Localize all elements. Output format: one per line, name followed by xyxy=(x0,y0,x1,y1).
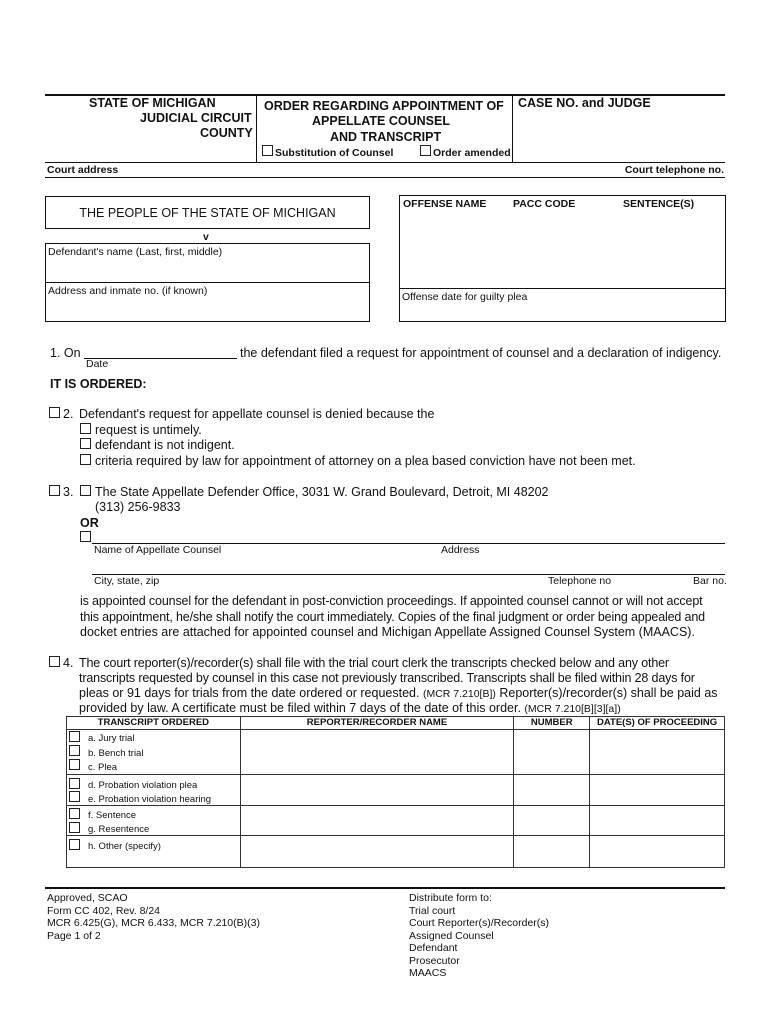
footer-form-number: Form CC 402, Rev. 8/24 xyxy=(47,904,161,917)
bench-trial-checkbox[interactable] xyxy=(69,745,80,756)
sado-checkbox[interactable] xyxy=(80,485,91,496)
counsel-name-label: Name of Appellate Counsel xyxy=(94,544,222,556)
item3-number: 3. xyxy=(63,485,74,499)
item4-line3 xyxy=(79,686,718,700)
pacc-code-header: PACC CODE xyxy=(513,198,576,210)
item4-mcr-ref1: (MCR 7.210[B]) xyxy=(422,688,496,700)
defendant-address-field[interactable] xyxy=(45,282,370,322)
item4-line4-text: provided by law. A certificate must be filed within 7 days of the date of this order. xyxy=(79,701,521,715)
offense-name-header: OFFENSE NAME xyxy=(403,198,487,210)
state-label: STATE OF MICHIGAN xyxy=(89,96,216,110)
defendant-name-field[interactable] xyxy=(45,243,370,283)
form-title-line3: AND TRANSCRIPT xyxy=(330,130,442,144)
substitution-label: Substitution of Counsel xyxy=(275,147,394,159)
item4-line3-text: pleas or 91 days for trials from the date ordered or requested. xyxy=(79,686,420,700)
transcript-ordered-header: TRANSCRIPT ORDERED xyxy=(67,717,241,730)
header-bottom-rule xyxy=(45,162,725,163)
versus-label: v xyxy=(203,231,209,243)
item3-para-line2: this appointment, he/she shall notify the court immediately. Copies of the final judgment or order being appealed and xyxy=(80,610,705,624)
offense-date-label: Offense date for guilty plea xyxy=(402,291,528,303)
form-title-line1: ORDER REGARDING APPOINTMENT OF xyxy=(264,99,504,113)
probation-hearing-checkbox[interactable] xyxy=(69,791,80,802)
reason-untimely-checkbox[interactable] xyxy=(80,423,91,434)
item3-para-line1: is appointed counsel for the defendant in post-conviction proceedings. If appointed counsel cannot or will not accept xyxy=(80,594,703,608)
transcript-row-trials xyxy=(67,730,725,775)
item4-checkbox[interactable] xyxy=(49,656,60,667)
distribute-defendant: Defendant xyxy=(409,942,458,954)
item4-line2: transcripts requested by counsel in this case not previously transcribed. Transcripts shall be filed within 28 days for xyxy=(79,671,695,685)
court-phone-label: Court telephone no. xyxy=(624,164,724,176)
other-checkbox[interactable] xyxy=(69,839,80,850)
city-state-zip-label: City, state, zip xyxy=(94,575,160,587)
reason-criteria-checkbox[interactable] xyxy=(80,454,91,465)
trials-number-cell[interactable] xyxy=(514,730,590,775)
reporter-name-header: REPORTER/RECORDER NAME xyxy=(240,717,514,730)
sentence-label: f. Sentence xyxy=(88,810,137,821)
probation-reporter-cell[interactable] xyxy=(240,775,514,806)
reason-not-indigent: defendant is not indigent. xyxy=(95,438,235,452)
offense-box[interactable] xyxy=(399,195,726,322)
reason-criteria: criteria required by law for appointment of attorney on a plea based conviction have not been met. xyxy=(95,454,636,468)
item2-number: 2. xyxy=(63,407,74,421)
number-header: NUMBER xyxy=(514,717,590,730)
offense-date-rule xyxy=(400,288,725,289)
trials-items-cell xyxy=(67,730,241,775)
county-label: COUNTY xyxy=(200,126,253,140)
resentence-label: g. Resentence xyxy=(88,824,150,835)
footer-mcr: MCR 6.425(G), MCR 6.433, MCR 7.210(B)(3) xyxy=(47,917,260,929)
sentence-header: SENTENCE(S) xyxy=(623,198,695,210)
sentence-dates-cell[interactable] xyxy=(590,806,725,836)
circuit-label: JUDICIAL CIRCUIT xyxy=(140,111,252,125)
sentence-items-cell xyxy=(67,806,241,836)
counsel-address-label: Address xyxy=(441,544,480,556)
plea-checkbox[interactable] xyxy=(69,759,80,770)
order-amended-label: Order amended xyxy=(433,147,511,159)
probation-plea-label: d. Probation violation plea xyxy=(88,780,198,791)
sentence-number-cell[interactable] xyxy=(514,806,590,836)
transcript-row-sentence xyxy=(67,806,725,836)
defendant-name-label: Defendant's name (Last, first, middle) xyxy=(48,246,223,258)
sentence-reporter-cell[interactable] xyxy=(240,806,514,836)
transcript-row-other xyxy=(67,836,725,868)
jury-trial-checkbox[interactable] xyxy=(69,731,80,742)
item4-line3-tail: Reporter(s)/recorder(s) shall be paid as xyxy=(499,686,718,700)
plea-label: c. Plea xyxy=(88,762,118,773)
item3-checkbox[interactable] xyxy=(49,485,60,496)
counsel-city-line[interactable] xyxy=(92,574,725,575)
probation-number-cell[interactable] xyxy=(514,775,590,806)
header-divider-left xyxy=(256,95,257,162)
probation-hearing-label: e. Probation violation hearing xyxy=(88,794,212,805)
transcript-row-probation xyxy=(67,775,725,806)
footer-left xyxy=(47,892,260,942)
probation-items-cell xyxy=(67,775,241,806)
transcript-table xyxy=(66,716,725,868)
item3-para-line3: docket entries are attached for appointed counsel and Michigan Appellate Assigned Counsel System (MAACS). xyxy=(80,625,695,639)
sado-phone: (313) 256-9833 xyxy=(95,500,181,514)
court-address-label: Court address xyxy=(47,164,119,176)
bench-trial-label: b. Bench trial xyxy=(88,748,144,759)
item4-line1: The court reporter(s)/recorder(s) shall file with the trial court clerk the transcripts checked below and any other xyxy=(79,656,669,670)
other-dates-cell[interactable] xyxy=(590,836,725,868)
footer-distribution xyxy=(409,892,549,980)
header-divider-right xyxy=(512,95,513,162)
order-amended-checkbox[interactable] xyxy=(420,145,431,156)
item4-number: 4. xyxy=(63,656,74,670)
probation-dates-cell[interactable] xyxy=(590,775,725,806)
people-box xyxy=(45,196,370,229)
case-judge-label: CASE NO. and JUDGE xyxy=(518,96,651,110)
other-reporter-cell[interactable] xyxy=(240,836,514,868)
trials-dates-cell[interactable] xyxy=(590,730,725,775)
other-number-cell[interactable] xyxy=(514,836,590,868)
distribute-label: Distribute form to: xyxy=(409,892,492,904)
distribute-trial-court: Trial court xyxy=(409,904,456,917)
item1-date-label: Date xyxy=(86,358,109,370)
dates-header: DATE(S) OF PROCEEDING xyxy=(590,717,725,730)
footer-approved: Approved, SCAO xyxy=(47,892,128,904)
substitution-checkbox[interactable] xyxy=(262,145,273,156)
other-label: h. Other (specify) xyxy=(88,841,161,852)
footer-page: Page 1 of 2 xyxy=(47,929,101,942)
resentence-checkbox[interactable] xyxy=(69,822,80,833)
other-counsel-checkbox[interactable] xyxy=(80,531,91,542)
item3-or: OR xyxy=(80,516,99,530)
reason-not-indigent-checkbox[interactable] xyxy=(80,438,91,449)
trials-reporter-cell[interactable] xyxy=(240,730,514,775)
bar-no-label: Bar no. xyxy=(693,575,727,587)
distribute-counsel: Assigned Counsel xyxy=(409,929,494,942)
defendant-address-label: Address and inmate no. (if known) xyxy=(48,285,208,297)
it-is-ordered: IT IS ORDERED: xyxy=(50,377,147,391)
sentence-checkbox[interactable] xyxy=(69,808,80,819)
sado-address: The State Appellate Defender Office, 3031 W. Grand Boulevard, Detroit, MI 48202 xyxy=(95,485,549,499)
distribute-reporters: Court Reporter(s)/Recorder(s) xyxy=(409,917,550,929)
telephone-label: Telephone no xyxy=(548,575,612,587)
item1-text: the defendant filed a request for appointment of counsel and a declaration of indigency. xyxy=(240,346,722,360)
other-items-cell xyxy=(67,836,241,868)
people-caption: THE PEOPLE OF THE STATE OF MICHIGAN xyxy=(79,206,336,220)
item1-number: 1. On xyxy=(50,346,81,360)
item4-mcr-ref2: (MCR 7.210[B][3][a]) xyxy=(524,703,621,715)
probation-plea-checkbox[interactable] xyxy=(69,778,80,789)
court-address-rule xyxy=(45,177,725,178)
transcript-header-row xyxy=(67,717,725,730)
form-title-line2: APPELLATE COUNSEL xyxy=(312,114,450,128)
distribute-prosecutor: Prosecutor xyxy=(409,954,460,967)
jury-trial-label: a. Jury trial xyxy=(88,733,135,744)
item2-text: Defendant's request for appellate counsel is denied because the xyxy=(79,407,435,421)
footer-rule xyxy=(45,887,725,889)
distribute-maacs: MAACS xyxy=(409,967,447,979)
reason-untimely: request is untimely. xyxy=(95,423,202,437)
item4-line4 xyxy=(79,701,621,715)
item2-checkbox[interactable] xyxy=(49,407,60,418)
